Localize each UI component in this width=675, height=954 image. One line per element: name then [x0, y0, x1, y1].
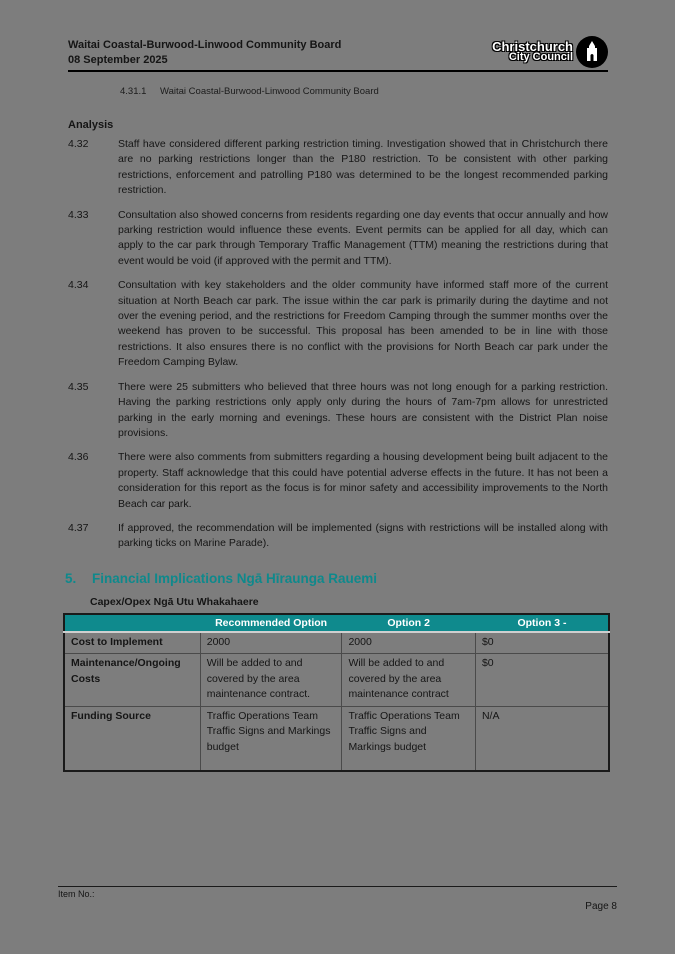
paragraph-text: There were 25 submitters who believed that three hours was not long enough for a parking restriction. Having the parking restrictions only apply only during the hours of 7am-7pm allows for unrestricted parking in the early morning and evenings. These hours are consistent with the District Plan noise provisions. [118, 380, 608, 439]
paragraph-text: If approved, the recommendation will be implemented (signs with restrictions will be installed along with parking ticks on Marine Parade). [118, 521, 608, 550]
paragraph-number: 4.36 [68, 451, 89, 464]
cell-maintenance-recommended: Will be added to and covered by the area maintenance contract. [200, 654, 342, 707]
logo-line2: City Council [508, 51, 573, 63]
cell-maintenance-option2: Will be added to and covered by the area maintenance contract [342, 654, 476, 707]
paragraph-number: 4.34 [68, 279, 89, 292]
document-footer [58, 886, 617, 912]
christchurch-city-council-logo [492, 36, 608, 68]
table-row [64, 632, 609, 654]
row-label-maintenance-costs: Maintenance/Ongoing Costs [64, 654, 200, 707]
table-header-blank [64, 614, 200, 632]
logo-text [492, 41, 573, 63]
footer-item-number: Item No.: [58, 889, 95, 899]
analysis-heading: Analysis [68, 119, 114, 131]
footer-page-number: Page 8 [585, 901, 617, 912]
row-label-cost-to-implement: Cost to Implement [64, 632, 200, 654]
paragraph-4-35 [68, 380, 608, 442]
cell-funding-option3: N/A [475, 706, 609, 771]
toc-entry-label: Waitai Coastal-Burwood-Linwood Community Board [160, 86, 379, 97]
table-header-row [64, 614, 609, 632]
meeting-date: 08 September 2025 [68, 54, 168, 66]
table-row [64, 654, 609, 707]
cell-maintenance-option3: $0 [475, 654, 609, 707]
cell-cost-option3: $0 [475, 632, 609, 654]
paragraph-4-33 [68, 208, 608, 270]
paragraph-number: 4.33 [68, 208, 89, 221]
capex-opex-heading: Capex/Opex Ngā Utu Whakahaere [90, 595, 259, 608]
section-5-heading [65, 571, 608, 586]
cell-funding-recommended: Traffic Operations Team Traffic Signs and Markings budget [200, 706, 342, 771]
board-name: Waitai Coastal-Burwood-Linwood Community Board [68, 39, 342, 51]
paragraph-number: 4.37 [68, 521, 89, 534]
section-5-number: 5. [65, 570, 77, 586]
toc-entry-number: 4.31.1 [120, 86, 147, 97]
row-label-funding-source: Funding Source [64, 706, 200, 771]
paragraph-4-37 [68, 521, 608, 552]
paragraph-number: 4.35 [68, 380, 89, 393]
paragraph-number: 4.32 [68, 138, 89, 150]
paragraph-4-36 [68, 450, 608, 512]
table-header-recommended-option: Recommended Option [200, 614, 342, 632]
paragraph-text: There were also comments from submitters regarding a housing development being built adjacent to the property. Staff acknowledge that this could have potential adverse effects in the future. It has not been a consideration for this report as the focus is for minor safety and accessibility improvements to the North Beach car park. [118, 451, 608, 510]
capex-opex-table [63, 613, 610, 772]
logo-line1: Christchurch [492, 39, 573, 54]
toc-entry [120, 86, 608, 97]
table-row [64, 706, 609, 771]
paragraph-text: Consultation with key stakeholders and the older community have informed staff more of the current situation at North Beach car park. The issue within the car park is primarily during the daytime and not over the evening period, and the restrictions for Freedom Camping through the summer months over the weekend has proven to be successful. This proposal has been amended to be in line with those restrictions. It also ensures there is no conflict with the provisions for North Beach car park under the Freedom Camping Bylaw. [118, 279, 608, 369]
header-titles [68, 38, 341, 68]
document-header [68, 38, 608, 72]
cell-cost-recommended: 2000 [200, 632, 342, 654]
section-5-title: Financial Implications Ngā Hīraunga Rauemi [92, 570, 378, 586]
cell-cost-option2: 2000 [342, 632, 476, 654]
paragraph-4-32 [68, 137, 608, 199]
paragraph-text: Consultation also showed concerns from residents regarding one day events that occur annually and how parking restriction would influence these events. Event permits can be applied for all day, which can apply to the car park through Temporary Traffic Management (TTM) meaning the restrictions during that event would be void (if approved with the permit and TTM). [118, 208, 608, 267]
paragraph-text: Staff have considered different parking restriction timing. Investigation showed that in Christchurch there are no parking restrictions longer than the P180 restriction. To be consistent with other parking restrictions, enforcement and patrolling P180 was determined to be the longest recommended parking restriction. [118, 138, 608, 197]
cathedral-icon [576, 36, 608, 68]
cell-funding-option2: Traffic Operations Team Traffic Signs and Markings budget [342, 706, 476, 771]
table-header-option-2: Option 2 [342, 614, 476, 632]
table-header-option-3: Option 3 - [475, 614, 609, 632]
paragraph-4-34 [68, 278, 608, 370]
